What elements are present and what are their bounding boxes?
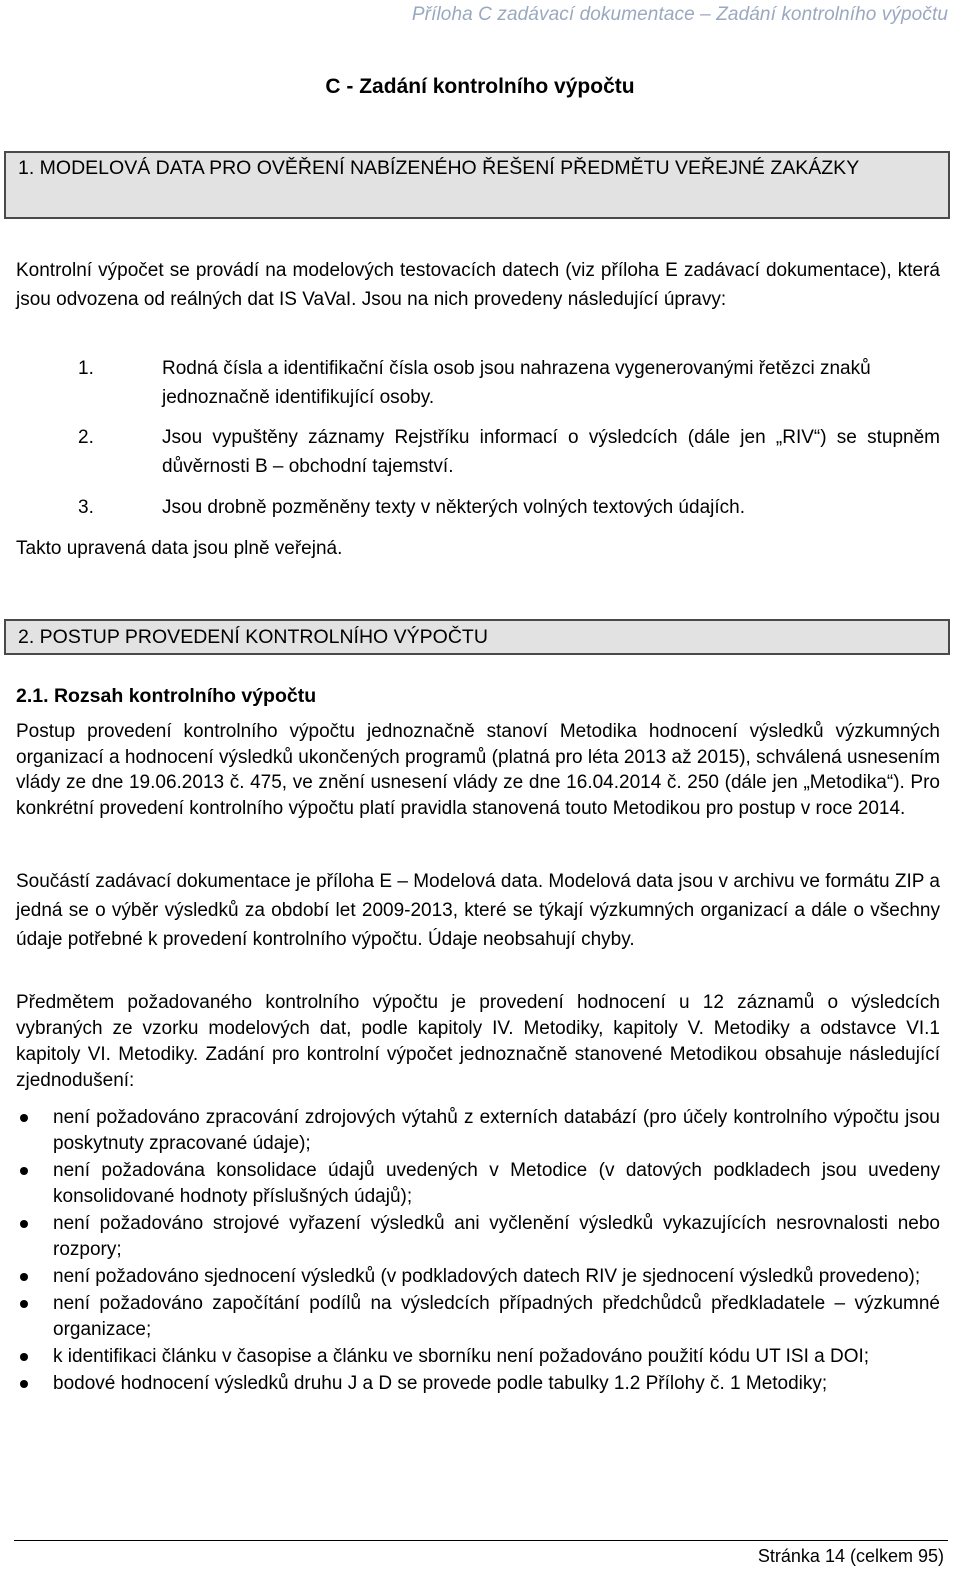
bullet-item: není požadována konsolidace údajů uvedených v Metodice (v datových podkladech jsou uvedeny konsolidované hodnoty příslušných údajů); (16, 1158, 940, 1210)
section-2-heading: 2. POSTUP PROVEDENÍ KONTROLNÍHO VÝPOČTU (4, 619, 950, 655)
bullet-item: bodové hodnocení výsledků druhu J a D se provede podle tabulky 1.2 Přílohy č. 1 Metodiky; (16, 1371, 940, 1397)
bullet-item: není požadováno sjednocení výsledků (v podkladových datech RIV je sjednocení výsledků provedeno); (16, 1264, 940, 1290)
footer-divider (14, 1540, 948, 1541)
list-item-text: Jsou vypuštěny záznamy Rejstříku informací o výsledcích (dále jen „RIV“) se stupněm důvěrnosti B – obchodní tajemství. (162, 427, 940, 477)
bullet-item: k identifikaci článku v časopise a článku ve sborníku není požadováno použití kódu UT ISI a DOI; (16, 1344, 940, 1370)
bullet-dot-icon (20, 1380, 28, 1388)
document-title: C - Zadání kontrolního výpočtu (325, 75, 635, 98)
simplification-list (16, 1105, 940, 1398)
bullet-dot-icon (20, 1114, 28, 1122)
bullet-dot-icon (20, 1220, 28, 1228)
list-item (78, 355, 940, 412)
list-item-number: 2. (78, 427, 94, 448)
paragraph-model-data: Součástí zadávací dokumentace je příloha E – Modelová data. Modelová data jsou v archivu ve formátu ZIP a jedná se o výběr výsledků za období let 2009-2013, které se týkají výzkumných organizací a dále o všechny údaje potřebné k provedení kontrolního výpočtu. Údaje neobsahují chyby. (16, 871, 940, 950)
bullet-dot-icon (20, 1167, 28, 1175)
bullet-dot-icon (20, 1300, 28, 1308)
subsection-heading: 2.1. Rozsah kontrolního výpočtu (16, 685, 317, 707)
page-number: Stránka 14 (celkem 95) (757, 1546, 944, 1566)
section-1-intro: Kontrolní výpočet se provádí na modelových testovacích datech (viz příloha E zadávací dokumentace), která jsou odvozena od reálných dat IS VaVaI. Jsou na nich provedeny následující úpravy: (16, 260, 940, 310)
bullet-dot-icon (20, 1273, 28, 1281)
bullet-item: není požadováno strojové vyřazení výsledků ani vyčlenění výsledků vykazujících nesrovnalosti nebo rozpory; (16, 1211, 940, 1263)
section-1-heading: 1. MODELOVÁ DATA PRO OVĚŘENÍ NABÍZENÉHO ŘEŠENÍ PŘEDMĚTU VEŘEJNÉ ZAKÁZKY (4, 151, 950, 219)
list-item-number: 3. (78, 497, 94, 518)
section-1-closing: Takto upravená data jsou plně veřejná. (16, 538, 343, 559)
list-item-number: 1. (78, 358, 94, 379)
paragraph-scope: Postup provedení kontrolního výpočtu jednoznačně stanoví Metodika hodnocení výsledků výzkumných organizací a hodnocení výsledků ukončených programů (platná pro léta 2013 až 2015), schválená usnesením vlády ze dne 19.06.2013 č. 475, ve znění usnesení vlády ze dne 16.04.2014 č. 250 (dále jen „Metodika“). Pro konkrétní provedení kontrolního výpočtu platí pravidla stanovená touto Metodikou pro postup v roce 2014. (16, 721, 940, 819)
running-header: Příloha C zadávací dokumentace – Zadání kontrolního výpočtu (411, 4, 948, 25)
list-item (78, 424, 940, 481)
paragraph-subject: Předmětem požadovaného kontrolního výpočtu je provedení hodnocení u 12 záznamů o výsledcích vybraných ze vzorku modelových dat, podle kapitoly IV. Metodiky, kapitoly V. Metodiky a odstavce VI.1 kapitoly VI. Metodiky. Zadání pro kontrolní výpočet jednoznačně stanovené Metodikou obsahuje následující zjednodušení: (16, 992, 940, 1091)
bullet-item: není požadováno započítání podílů na výsledcích případných předchůdců předkladatele – výzkumné organizace; (16, 1291, 940, 1343)
list-item-text: Jsou drobně pozměněny texty v některých volných textových údajích. (162, 497, 745, 518)
bullet-dot-icon (20, 1353, 28, 1361)
list-item-text: Rodná čísla a identifikační čísla osob jsou nahrazena vygenerovanými řetězci znaků jednoznačně identifikující osoby. (162, 358, 871, 408)
list-item (78, 494, 940, 523)
bullet-item: není požadováno zpracování zdrojových výtahů z externích databází (pro účely kontrolního výpočtu jsou poskytnuty zpracované údaje); (16, 1105, 940, 1157)
